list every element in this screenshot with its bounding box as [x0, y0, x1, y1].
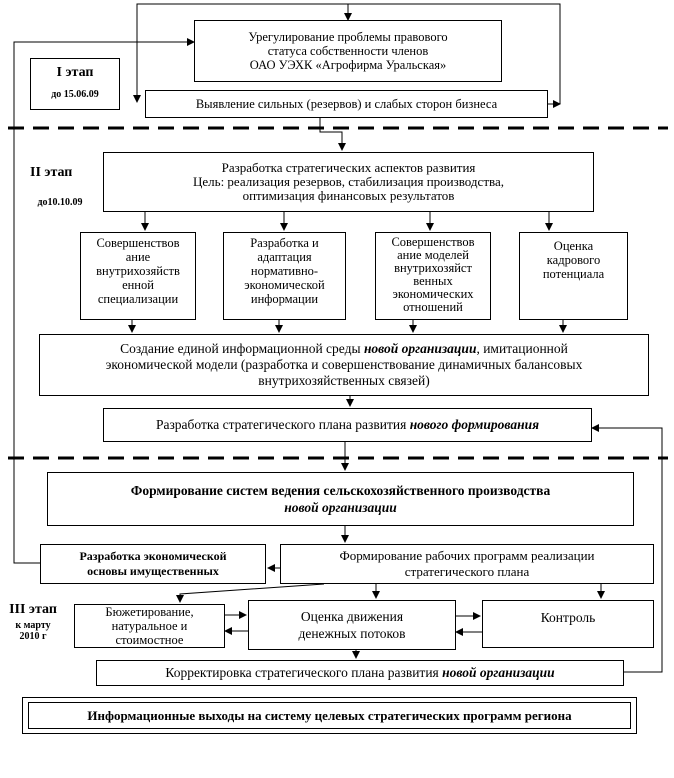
strategic-plan-new-formation: нового формирования — [409, 417, 540, 432]
specialization-line-1: Совершенствов — [96, 236, 180, 250]
strategic-plan-box — [103, 408, 592, 442]
stage-3-date-2: 2010 г — [19, 631, 47, 642]
strengths-weaknesses-text: Выявление сильных (резервов) и слабых сторон бизнеса — [195, 97, 498, 111]
info-env-text-a: Создание единой информационной среды — [120, 341, 364, 356]
relations-models-line-5: экономических — [392, 287, 474, 301]
strategic-aspects-line-1: Разработка стратегических аспектов развития — [221, 160, 476, 175]
information-environment-line-1 — [120, 341, 568, 357]
normative-info-line-4: экономической — [244, 278, 325, 292]
personnel-potential-box — [519, 232, 628, 320]
personnel-potential-line-2: кадрового — [546, 253, 601, 267]
work-programs-line-2: стратегического плана — [404, 564, 530, 579]
control-box — [482, 600, 654, 648]
budgeting-line-1: Бюжетирование, — [105, 605, 194, 619]
work-programs-line-1: Формирование рабочих программ реализации — [339, 548, 595, 563]
information-environment-line-3: внутрихозяйственных связей) — [258, 373, 430, 388]
relations-models-line-3: внутрихозяйст — [394, 261, 472, 275]
stage-3-title: III этап — [9, 602, 57, 617]
arrow-b2-b3 — [320, 118, 342, 150]
plan-correction-text — [165, 666, 554, 680]
specialization-line-3: внутрихозяйств — [96, 264, 180, 278]
stage-1-label — [30, 58, 120, 110]
specialization-line-4: енной — [122, 278, 154, 292]
strengths-weaknesses-box — [145, 90, 548, 118]
cash-flow-line-1: Оценка движения — [300, 609, 404, 624]
normative-info-line-1: Разработка и — [250, 236, 319, 250]
info-env-text-c: , имитационной — [476, 341, 568, 356]
property-basis-box — [40, 544, 266, 584]
strategic-plan-text-a: Разработка стратегического плана развития — [155, 417, 410, 432]
regional-outputs-text: Информационные выходы на систему целевых стратегических программ региона — [87, 707, 572, 723]
normative-info-line-5: информации — [250, 292, 319, 306]
regional-outputs-frame — [22, 697, 637, 734]
stage-1-title: I этап — [56, 65, 94, 80]
cash-flow-line-2: денежных потоков — [298, 626, 406, 641]
information-environment-box — [39, 334, 649, 396]
strategic-plan-text — [156, 418, 539, 432]
plan-correction-text-a: Корректировка стратегического плана развития — [165, 665, 443, 680]
plan-correction-new-org: новой организации — [442, 665, 555, 680]
stage-3-date-1: к марту — [15, 620, 51, 631]
relations-models-line-6: отношений — [403, 300, 463, 314]
normative-info-box — [223, 232, 346, 320]
budgeting-box — [74, 604, 225, 648]
relations-models-line-1: Совершенствов — [391, 235, 475, 249]
legal-status-line-1: Урегулирование проблемы правового — [248, 30, 448, 44]
stage-2-label — [22, 165, 98, 221]
info-env-new-org: новой организации — [363, 341, 477, 356]
property-basis-line-1: Разработка экономической — [79, 549, 227, 563]
personnel-potential-line-1: Оценка — [553, 239, 594, 253]
relations-models-line-4: венных — [413, 274, 453, 288]
budgeting-line-3: стоимостное — [115, 633, 184, 647]
control-text: Контроль — [540, 610, 596, 625]
strategic-aspects-box — [103, 152, 594, 212]
information-environment-line-2: экономической модели (разработка и совершенствование динамичных балансовых — [105, 357, 583, 372]
stage-2-date: до10.10.09 — [37, 197, 83, 208]
relations-models-box — [375, 232, 491, 320]
regional-outputs-box — [28, 702, 631, 729]
legal-status-line-2: статуса собственности членов — [267, 44, 429, 58]
stage-2-title: II этап — [30, 165, 73, 180]
stage-1-date: до 15.06.09 — [51, 89, 99, 100]
property-basis-line-2: основы имущественных — [87, 564, 219, 578]
normative-info-line-3: нормативно- — [250, 264, 319, 278]
legal-status-line-3: ОАО УЭХК «Агрофирма Уральская» — [249, 58, 447, 72]
specialization-line-5: специализации — [97, 292, 179, 306]
cash-flow-box — [248, 600, 456, 650]
production-systems-box — [47, 472, 634, 526]
specialization-line-2: ание — [125, 250, 151, 264]
budgeting-line-2: натуральное и — [111, 619, 188, 633]
strategic-aspects-line-3: оптимизация финансовых результатов — [242, 188, 455, 203]
normative-info-line-2: адаптация — [257, 250, 312, 264]
plan-correction-box — [96, 660, 624, 686]
production-systems-line-2: новой организации — [284, 500, 397, 515]
specialization-box — [80, 232, 196, 320]
relations-models-line-2: ание моделей — [397, 248, 469, 262]
stage-3-label — [2, 602, 64, 658]
personnel-potential-line-3: потенциала — [542, 267, 605, 281]
strategic-aspects-line-2: Цель: реализация резервов, стабилизация производства, — [193, 174, 504, 189]
legal-status-box — [194, 20, 502, 82]
production-systems-line-1: Формирование систем ведения сельскохозяйственного производства — [130, 483, 551, 498]
work-programs-box — [280, 544, 654, 584]
